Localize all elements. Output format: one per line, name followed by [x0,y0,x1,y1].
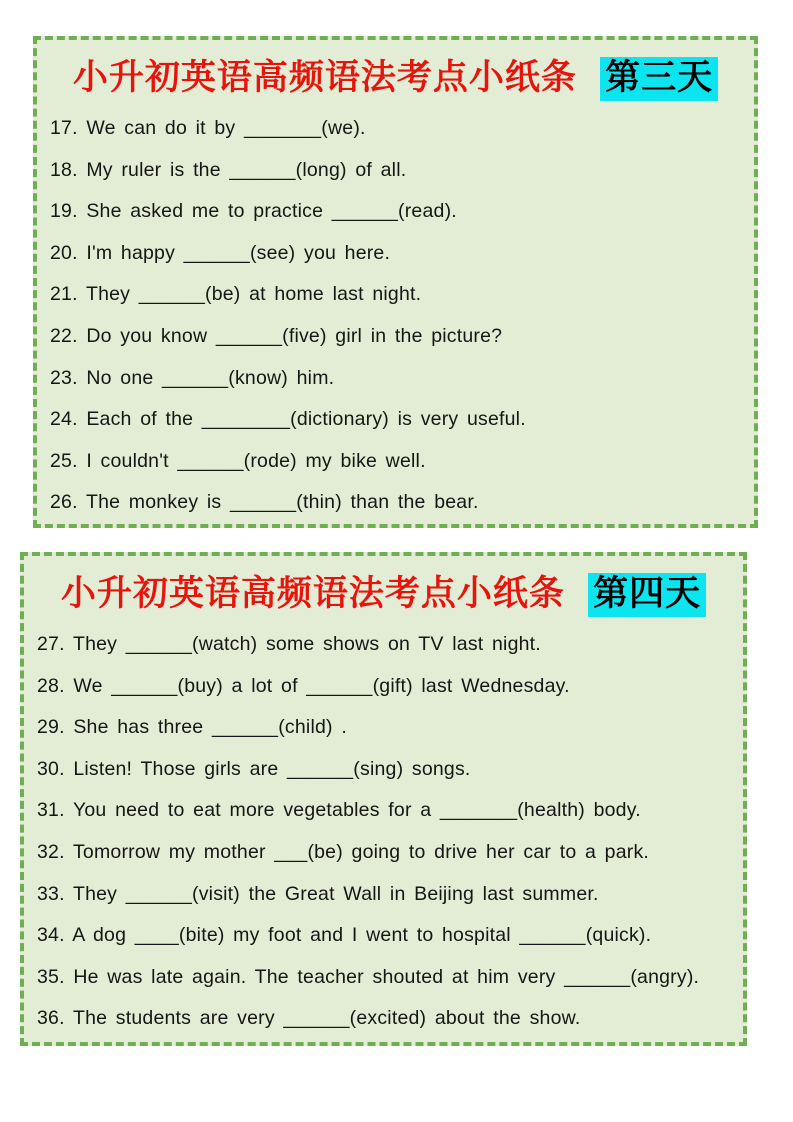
exercise-list [37,108,754,524]
exercise-item: 24. Each of the ________(dictionary) is very useful. [50,408,526,431]
exercise-item: 29. She has three ______(child) . [37,716,347,739]
exercise-item: 31. You need to eat more vegetables for a _______(health) body. [37,799,641,822]
day-badge: 第四天 [588,573,706,617]
exercise-list [24,624,743,1040]
exercise-item: 36. The students are very ______(excited) about the show. [37,1007,581,1030]
exercise-item: 18. My ruler is the ______(long) of all. [50,158,407,181]
exercise-item: 23. No one ______(know) him. [50,366,335,389]
day-badge: 第三天 [600,57,718,101]
exercise-item: 22. Do you know ______(five) girl in the picture? [50,324,503,347]
exercise-item: 30. Listen! Those girls are ______(sing) songs. [37,757,471,780]
panel-title-text: 小升初英语高频语法考点小纸条 [72,58,577,98]
exercise-item: 32. Tomorrow my mother ___(be) going to drive her car to a park. [37,840,650,863]
exercise-item: 20. I'm happy ______(see) you here. [50,241,391,264]
exercise-item: 34. A dog ____(bite) my foot and I went to hospital ______(quick). [37,924,652,947]
exercise-item: 26. The monkey is ______(thin) than the bear. [50,491,479,514]
exercise-item: 19. She asked me to practice ______(read). [50,200,457,223]
exercise-item: 27. They ______(watch) some shows on TV last night. [37,633,541,655]
exercise-item: 33. They ______(visit) the Great Wall in Beijing last summer. [37,882,599,905]
exercise-item: 35. He was late again. The teacher shouted at him very ______(angry). [37,965,700,988]
panel-title-text: 小升初英语高频语法考点小纸条 [60,574,565,614]
exercise-item: 28. We ______(buy) a lot of ______(gift) last Wednesday. [37,674,570,697]
panel-title [37,54,754,102]
exercise-item: 17. We can do it by _______(we). [50,117,366,139]
worksheet-panel-day4 [20,552,747,1046]
exercise-item: 21. They ______(be) at home last night. [50,283,422,306]
worksheet-panel-day3 [33,36,758,528]
panel-title [24,570,743,618]
exercise-item: 25. I couldn't ______(rode) my bike well. [50,449,426,472]
